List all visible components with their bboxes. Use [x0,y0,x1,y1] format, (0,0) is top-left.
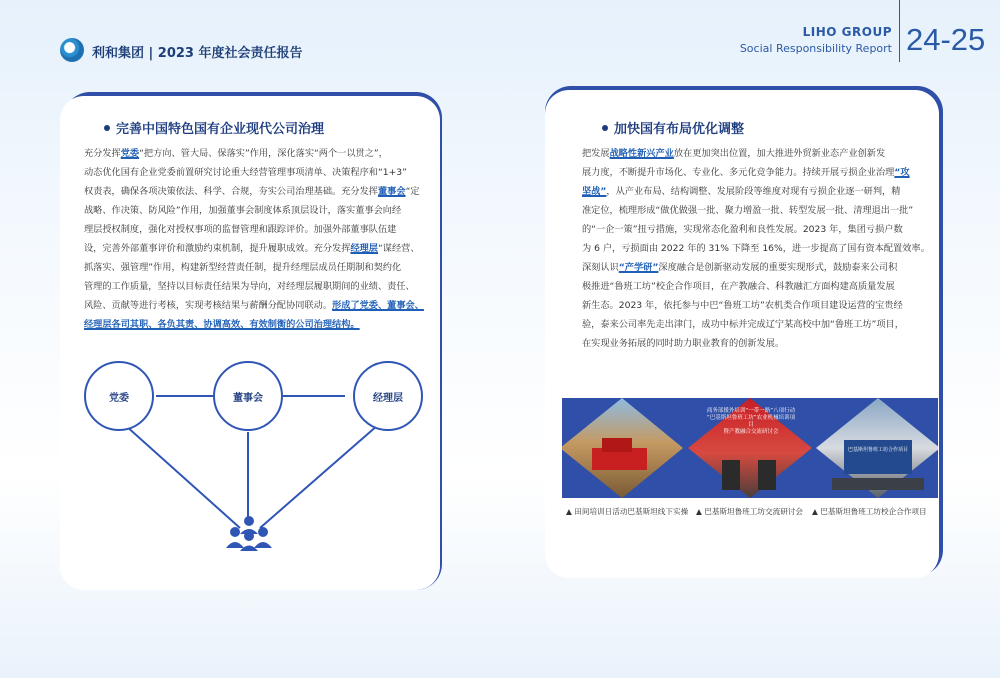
left-paragraph-line [84,296,424,315]
highlight-term: 形成了党委、董事会、 [332,300,424,311]
text-span: 准定位，梳理形成“做优做强一批、聚力增盈一批、转型发展一批、清理退出一批” [582,205,914,216]
left-paragraph-line [84,220,420,239]
left-section-heading: 完善中国特色国有企业现代公司治理 [104,118,324,137]
text-span: 把发展 [582,148,610,159]
text-span: 深刻认识 [582,262,619,273]
bullet-dot [104,125,110,131]
text-span: 深度融合是创新驱动发展的重要实现形式，鼓励泰来公司积 [658,262,898,273]
page-numbers: 24-25 [906,22,986,57]
text-span: “把方向、管大局、保落实”作用，深化落实“两个一以贯之”， [139,148,388,159]
text-span: 权责表，确保各项决策依法、科学、合规，夯实公司治理基础。充分发挥 [84,186,378,197]
brand-subtitle: Social Responsibility Report [739,42,892,55]
left-paragraph-line [84,182,420,201]
highlight-term: 经理层各司其职、各负其责、协调高效、有效制衡的公司治理结构。 [84,319,360,330]
report-title: 利和集团 | 2023 年度社会责任报告 [92,46,303,61]
photo-strip [562,398,938,498]
left-paragraph-line [84,163,420,182]
right-paragraph-line [582,182,920,201]
photo2-banner: 商务部援外培训“一带一路”八项行动 “巴基斯坦鲁班工坊”农业机械培训项目 暨产教融合交流研讨会 [706,408,796,435]
left-paragraph-line [84,144,420,163]
left-paragraph-line [84,277,420,296]
left-paragraph-line [84,239,420,258]
caption-1: ▲ 田间培训日活动巴基斯坦线下实操 [566,507,689,516]
text-span: 动态优化国有企业党委前置研究讨论重大经营管理事项清单、决策程序和“1+3” [84,167,407,178]
highlight-term: 坚战” [582,186,607,197]
right-section-heading: 加快国有布局优化调整 [602,118,744,137]
text-span: 战略、作决策、防风险”作用，加强董事会制度体系顶层设计，落实董事会向经 [84,205,402,216]
text-span: 新生态。2023 年，依托参与中巴“鲁班工坊”农机类合作项目建设运营的宝贵经 [582,300,903,311]
text-span: 管理的工作质量，坚持以目标责任结果为导向，对经理层履职期间的业绩、责任、 [84,281,415,292]
left-body-text [84,144,424,334]
highlight-term: 战略性新兴产业 [609,148,674,159]
highlight-term: 经理层 [350,243,378,254]
left-paragraph-line [84,258,420,277]
highlight-term: 董事会 [378,186,406,197]
text-span: 抓落实、强管理”作用，构建新型经营责任制，提升经理层成员任期制和契约化 [84,262,402,273]
text-span: 的“一企一策”扭亏措施，实现常态化盈利和良性发展。2023 年，集团亏损户数 [582,224,903,235]
right-paragraph-line [582,163,920,182]
right-paragraph-line [582,296,920,315]
right-paragraph-line [582,334,920,353]
text-span: 为 6 户，亏损面由 2022 年的 31% 下降至 16%，进一步提高了国有资本配置效率。 [582,243,930,254]
text-span: 极推进“鲁班工坊”校企合作项目，在产教融合、科教融汇方面构建高质量发展 [582,281,895,292]
node-party-committee: 党委 [84,361,154,431]
highlight-term: 党委 [120,148,140,159]
caption-3: ▲ 巴基斯坦鲁班工坊校企合作项目 [812,507,927,516]
text-span: ，从产业布局、结构调整、发展阶段等维度对现有亏损企业逐一研判，精 [606,186,901,197]
text-span: 展力度，不断提升市场化、专业化、多元化竞争能力。持续开展亏损企业治理 [582,167,895,178]
right-body-text [582,144,930,353]
left-paragraph-line [84,201,420,220]
company-logo [60,38,84,62]
left-paragraph-line [84,315,420,334]
text-span: 验，泰来公司率先走出津门，成功中标并完成辽宁某高校中加“鲁班工坊”项目， [582,319,904,330]
right-paragraph-line [582,277,920,296]
node-management: 经理层 [353,361,423,431]
text-span: 放在更加突出位置，加大推进外贸新业态产业创新发 [673,148,886,159]
right-paragraph-line [582,258,920,277]
text-span: “谋经营、 [378,243,420,254]
right-paragraph-line [582,201,920,220]
text-span: 设，完善外部董事评价和激励约束机制，提升履职成效。充分发挥 [84,243,351,254]
photo3-screen-text: 巴基斯坦鲁班工坊合作项目 [847,447,908,453]
right-paragraph-line [582,144,920,163]
header-divider [899,0,900,62]
text-span: “定 [405,186,420,197]
highlight-term: “产学研” [618,262,659,273]
right-paragraph-line [582,315,920,334]
text-span: 在实现业务拓展的同时助力职业教育的创新发展。 [582,338,785,349]
governance-diagram [60,350,440,580]
caption-2: ▲ 巴基斯坦鲁班工坊交流研讨会 [696,507,803,516]
text-span: 理层授权制度，强化对授权事项的监督管理和跟踪评价。加强外部董事队伍建 [84,224,397,235]
highlight-term: “攻 [894,167,910,178]
brand-name: LIHO GROUP [802,25,892,39]
right-paragraph-line [582,220,920,239]
text-span: 充分发挥 [84,148,121,159]
right-paragraph-line [582,239,930,258]
people-group-icon [224,512,274,552]
bullet-dot [602,125,608,131]
text-span: 风险、贡献等进行考核，实现考核结果与薪酬分配协同联动。 [84,300,333,311]
node-board: 董事会 [213,361,283,431]
